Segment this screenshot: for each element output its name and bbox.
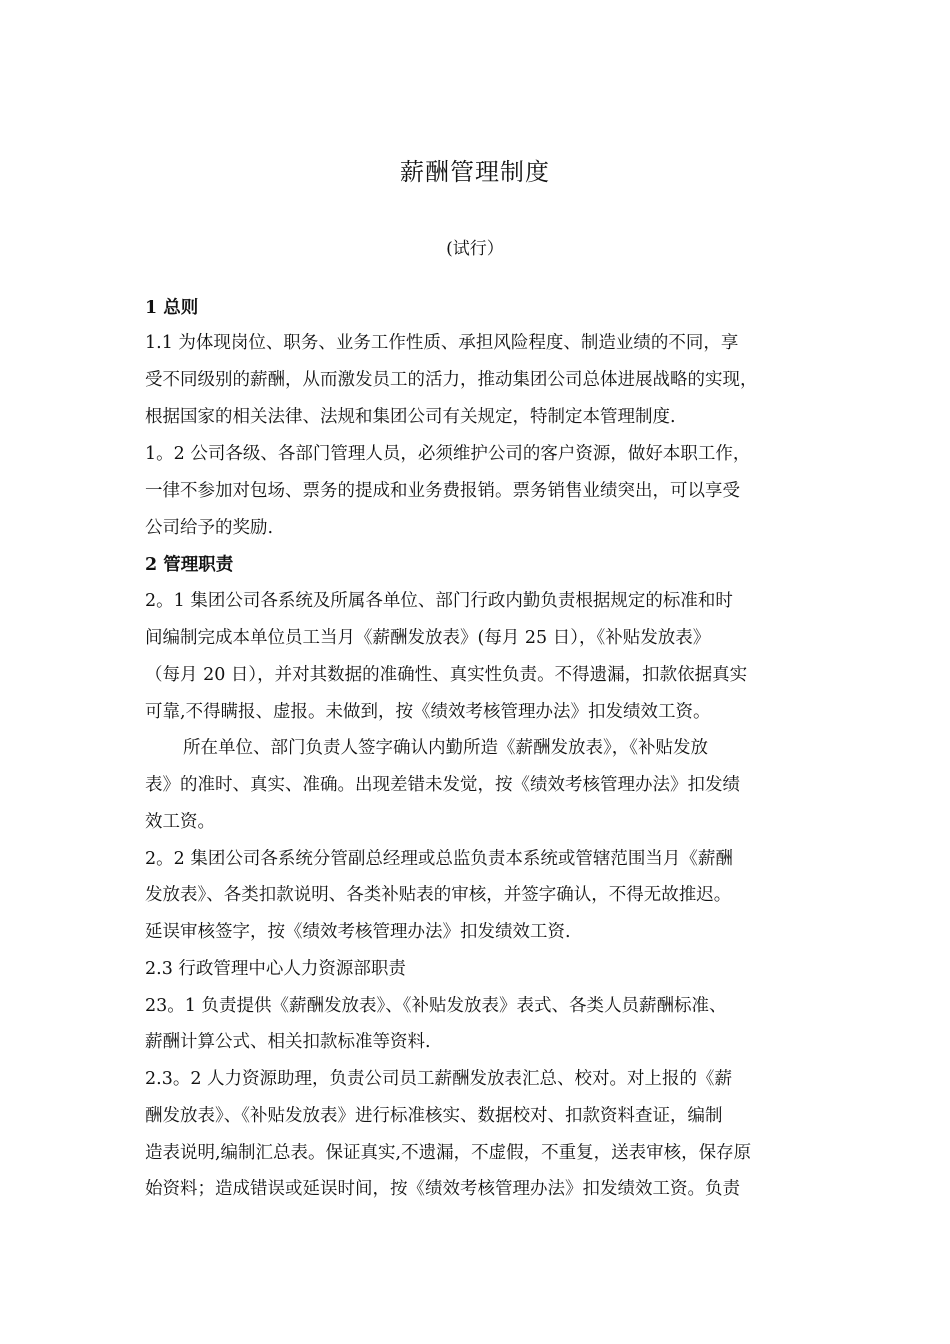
paragraph-line: 酬发放表》、《补贴发放表》进行标准核实、数据校对、扣款资料查证，编制 (145, 1106, 723, 1126)
paragraph-line: 公司给予的奖励. (145, 518, 274, 538)
section-heading: 2 管理职责 (145, 555, 234, 575)
paragraph-line: 受不同级别的薪酬，从而激发员工的活力，推动集团公司总体进展战略的实现， (145, 370, 758, 390)
paragraph-line: （每月 20 日），并对其数据的准确性、真实性负责。不得遗漏，扣款依据真实 (145, 665, 748, 685)
paragraph-line: 薪酬计算公式、相关扣款标准等资料. (145, 1032, 431, 1052)
paragraph-line: 2.3 行政管理中心人力资源部职责 (145, 959, 406, 979)
paragraph-line: 2.3。2 人力资源助理，负责公司员工薪酬发放表汇总、校对。对上报的《薪 (145, 1069, 733, 1089)
document-subtitle: (试行） (446, 239, 504, 259)
paragraph-line: 1。2 公司各级、各部门管理人员，必须维护公司的客户资源，做好本职工作， (145, 444, 751, 464)
document-title: 薪酬管理制度 (400, 158, 550, 186)
paragraph-line: 2。2 集团公司各系统分管副总经理或总监负责本系统或管辖范围当月《薪酬 (145, 849, 733, 869)
paragraph-line: 可靠,不得瞒报、虚报。未做到，按《绩效考核管理办法》扣发绩效工资。 (145, 702, 711, 722)
paragraph-line: 始资料；造成错误或延误时间，按《绩效考核管理办法》扣发绩效工资。负责 (145, 1179, 740, 1199)
paragraph-line: 1.1 为体现岗位、职务、业务工作性质、承担风险程度、制造业绩的不同，享 (145, 333, 739, 353)
paragraph-line: 所在单位、部门负责人签字确认内勤所造《薪酬发放表》，《补贴发放 (183, 738, 708, 758)
paragraph-line: 发放表》、各类扣款说明、各类补贴表的审核，并签字确认，不得无故推迟。 (145, 885, 732, 905)
section-heading: 1 总则 (145, 298, 199, 318)
paragraph-line: 效工资。 (145, 812, 215, 832)
paragraph-line: 一律不参加对包场、票务的提成和业务费报销。票务销售业绩突出，可以享受 (145, 481, 740, 501)
paragraph-line: 造表说明,编制汇总表。保证真实,不遗漏，不虚假，不重复，送表审核，保存原 (145, 1143, 752, 1163)
paragraph-line: 根据国家的相关法律、法规和集团公司有关规定，特制定本管理制度. (145, 407, 676, 427)
paragraph-line: 23。1 负责提供《薪酬发放表》、《补贴发放表》表式、各类人员薪酬标准、 (145, 996, 727, 1016)
paragraph-line: 间编制完成本单位员工当月《薪酬发放表》(每月 25 日），《补贴发放表》 (145, 628, 711, 648)
paragraph-line: 2。1 集团公司各系统及所属各单位、部门行政内勤负责根据规定的标准和时 (145, 591, 733, 611)
paragraph-line: 表》的准时、真实、准确。出现差错未发觉，按《绩效考核管理办法》扣发绩 (145, 775, 740, 795)
paragraph-line: 延误审核签字，按《绩效考核管理办法》扣发绩效工资. (145, 922, 571, 942)
